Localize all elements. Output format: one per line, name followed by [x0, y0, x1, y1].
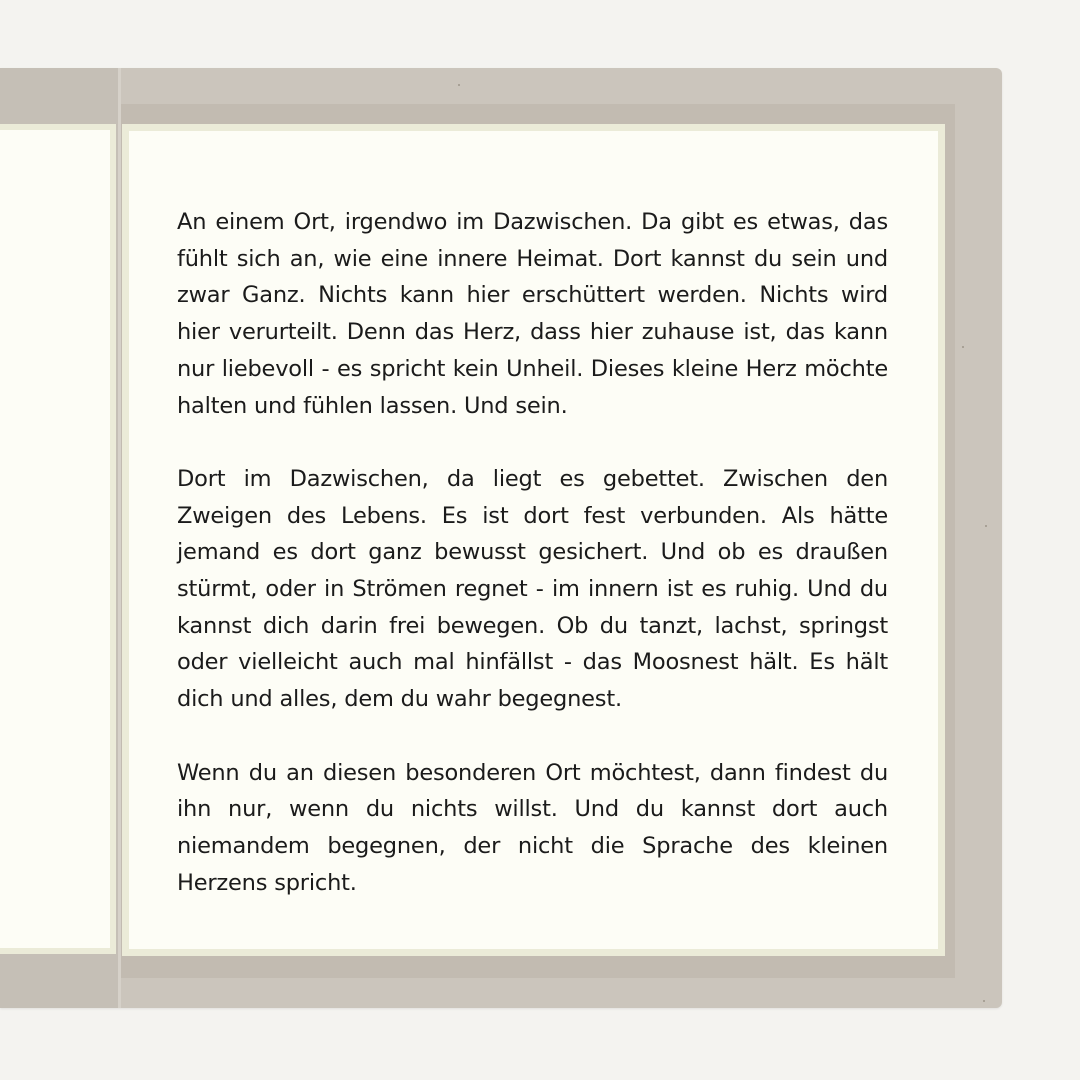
paragraph-1: An einem Ort, irgendwo im Dazwischen. Da gibt es etwas, das fühlt sich an, wie eine innere Heimat. Dort kannst du sein und zwar Ganz. Nichts kann hier erschüttert werden. Nichts wird hier verurteilt. Denn das Herz, dass hier zuhause ist, das kann nur liebevoll - es spricht kein Unheil. Dieses kleine Herz möchte halten und fühlen lassen. Und sein.	[177, 209, 888, 419]
left-paper-sheet	[0, 124, 116, 954]
paper-sheet	[122, 124, 945, 956]
paragraph-2: Dort im Dazwischen, da liegt es gebettet. Zwischen den Zweigen des Lebens. Es ist dort fest verbunden. Als hätte jemand es dort ganz bewusst gesichert. Und ob es draußen stürmt, oder in Strömen regnet - im innern ist es ruhig. Und du kannst dich darin frei bewegen. Ob du tanzt, lachst, springst oder vielleicht auch mal hinfällst - das Moosnest hält. Es hält dich und alles, dem du wahr begegnest.	[177, 465, 888, 713]
cardboard-speck	[985, 525, 987, 527]
paragraph-3: Wenn du an diesen besonderen Ort möchtest, dann findest du ihn nur, wenn du nichts willst. Und du kannst dort auch niemandem begegnen, der nicht die Sprache des kleinen Herzens spricht.	[177, 759, 888, 896]
cardboard-speck	[962, 346, 964, 348]
body-text	[177, 204, 888, 901]
cardboard-speck	[983, 1000, 985, 1002]
cardboard-speck	[458, 84, 460, 86]
